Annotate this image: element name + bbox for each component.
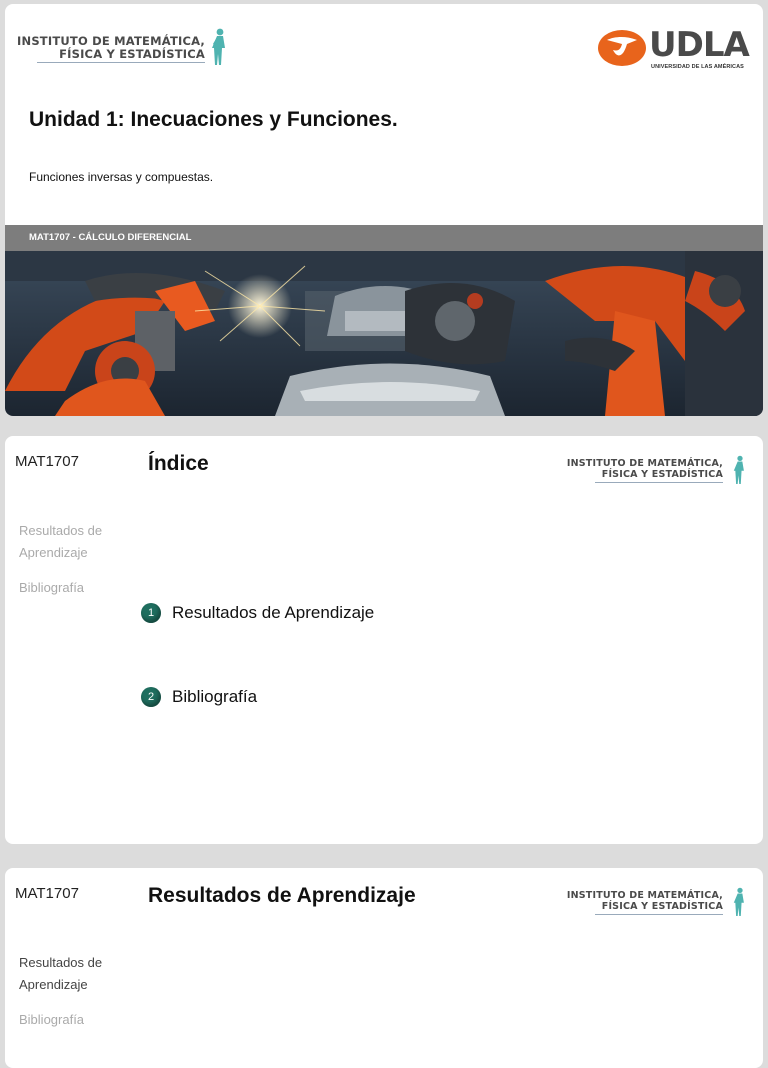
institute-logo-rule bbox=[37, 62, 205, 63]
institute-logo-line1: INSTITUTO DE MATEMÁTICA, bbox=[566, 890, 723, 901]
assembly-line-image bbox=[5, 251, 763, 416]
cover-slide bbox=[5, 4, 763, 416]
index-item-2[interactable] bbox=[141, 687, 257, 707]
sidebar-link-resultados[interactable]: Resultados de Aprendizaje bbox=[19, 955, 103, 992]
sidebar-link-resultados[interactable]: Resultados de Aprendizaje bbox=[19, 523, 103, 560]
index-item-label: Resultados de Aprendizaje bbox=[172, 603, 375, 622]
cover-subtitle: Funciones inversas y compuestas. bbox=[29, 170, 214, 184]
institute-logo-rule bbox=[595, 914, 723, 915]
index-item-1[interactable] bbox=[141, 603, 374, 623]
udla-subtitle: UNIVERSIDAD DE LAS AMÉRICAS bbox=[651, 64, 744, 70]
institute-logo bbox=[17, 24, 235, 76]
institute-logo-line1: INSTITUTO DE MATEMÁTICA, bbox=[17, 34, 205, 48]
institute-logo-line1: INSTITUTO DE MATEMÁTICA, bbox=[566, 458, 723, 469]
sidebar-link-bibliografia[interactable]: Bibliografía bbox=[19, 1012, 85, 1027]
course-code: MAT1707 bbox=[15, 453, 79, 470]
institute-logo bbox=[566, 452, 751, 492]
results-slide bbox=[5, 868, 763, 1068]
index-number-badge: 2 bbox=[141, 687, 161, 707]
index-slide bbox=[5, 436, 763, 844]
institute-logo-line2: FÍSICA Y ESTADÍSTICA bbox=[601, 469, 723, 480]
institute-logo-rule bbox=[595, 482, 723, 483]
index-number-badge: 1 bbox=[141, 603, 161, 623]
person-figure-icon bbox=[211, 28, 229, 66]
index-item-label: Bibliografía bbox=[172, 687, 258, 706]
udla-logo bbox=[597, 25, 749, 72]
udla-emblem-icon bbox=[597, 28, 647, 68]
course-code: MAT1707 bbox=[15, 885, 79, 902]
institute-logo-line2: FÍSICA Y ESTADÍSTICA bbox=[59, 47, 205, 61]
udla-wordmark: UDLA bbox=[649, 25, 749, 65]
person-figure-icon bbox=[733, 886, 747, 918]
course-band: MAT1707 - CÁLCULO DIFERENCIAL bbox=[5, 225, 763, 251]
person-figure-icon bbox=[733, 454, 747, 486]
institute-logo bbox=[566, 884, 751, 924]
cover-title: Unidad 1: Inecuaciones y Funciones. bbox=[29, 108, 398, 131]
sidebar-link-bibliografia[interactable]: Bibliografía bbox=[19, 580, 85, 595]
slide-title: Resultados de Aprendizaje bbox=[148, 884, 416, 907]
institute-logo-line2: FÍSICA Y ESTADÍSTICA bbox=[601, 901, 723, 912]
slide-title: Índice bbox=[148, 452, 209, 475]
